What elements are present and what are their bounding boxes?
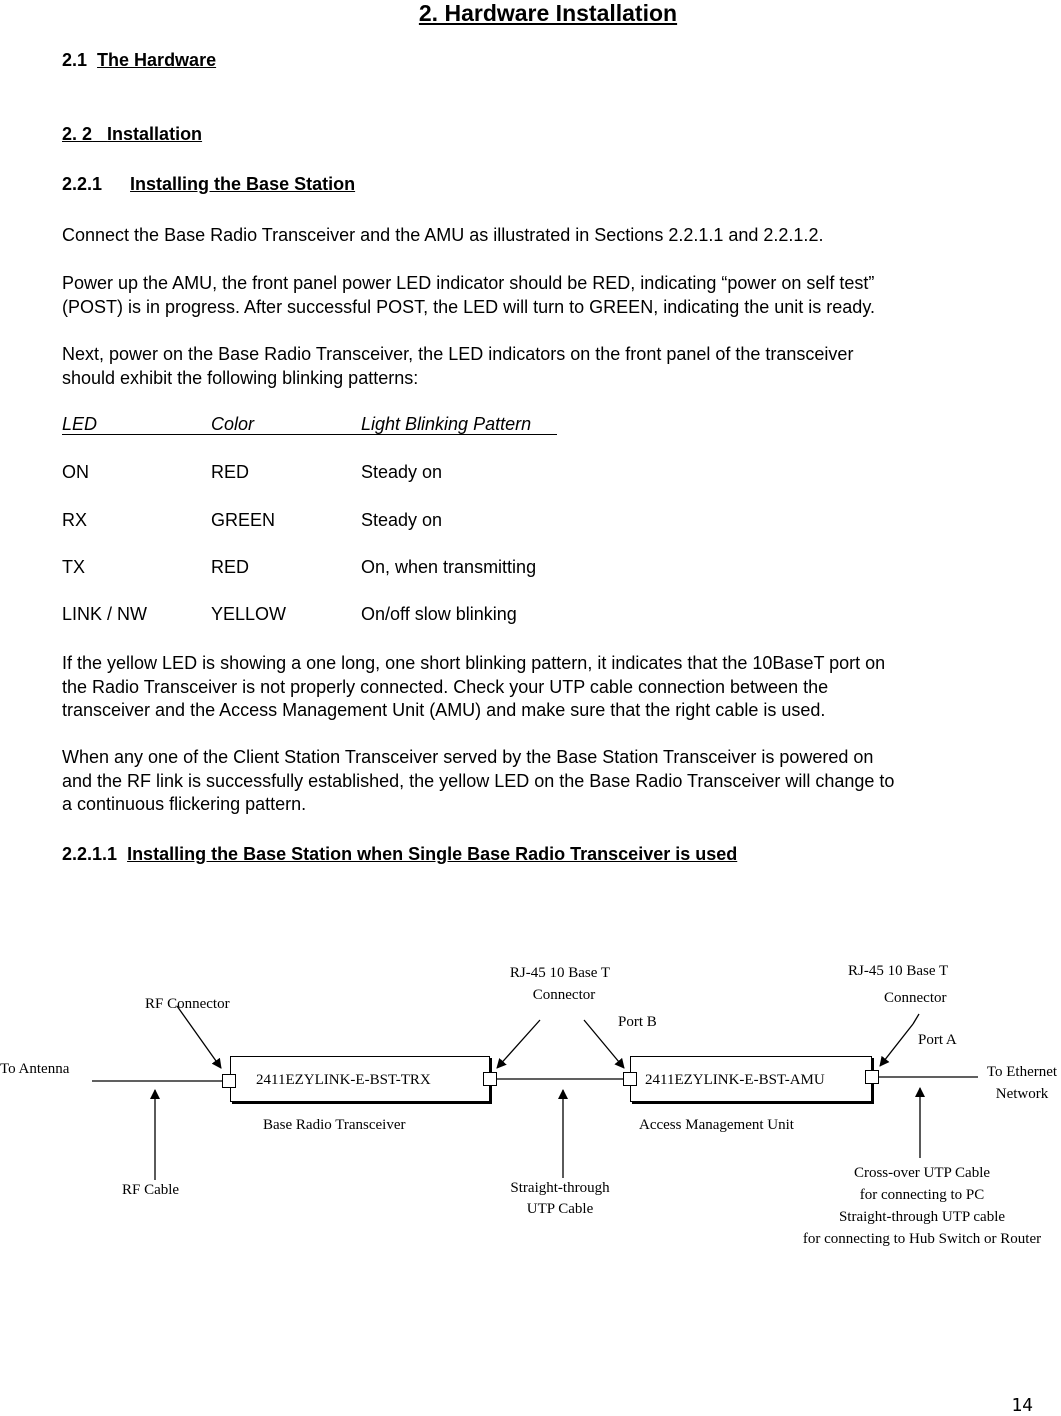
led-cell: ON [62,462,89,482]
pattern-cell: On, when transmitting [361,557,537,577]
trx-caption: Base Radio Transceiver [263,1117,406,1133]
heading-2-1-title: The Hardware [97,50,217,70]
amu-port-b [623,1072,637,1086]
led-cell: TX [62,557,86,577]
led-header: LED [62,414,98,434]
color-cell: RED [211,462,250,482]
port-a-label: Port A [918,1032,957,1048]
page-number: 14 [1011,1395,1033,1416]
heading-2-2-title: Installation [107,124,203,144]
rf-connector-arrow [177,1006,221,1068]
amu-caption: Access Management Unit [639,1117,794,1133]
page-title: 2. Hardware Installation [418,0,678,26]
color-header: Color [211,414,255,434]
amu-model-label: 2411EZYLINK-E-BST-AMU [645,1072,825,1088]
amu-port-a [865,1070,879,1084]
rf-cable-label: RF Cable [122,1182,180,1198]
color-cell: RED [211,557,250,577]
connector-a-tick [913,1014,919,1024]
rj45-a-arrow [880,1024,913,1066]
heading-2-2-1-1-title: Installing the Base Station when Single Base Radio Transceiver is used [127,844,738,864]
pattern-cell: Steady on [361,462,443,482]
trx-rj45-port [483,1072,497,1086]
rj45-a-line2: Connector [884,990,947,1006]
to-ethernet-label: To Ethernet Network [986,1064,1058,1102]
paragraph-power-up-amu: Power up the AMU, the front panel power LED indicator should be RED, indicating “power on self test” (POST) is in progress. After successful POST, the LED will turn to GREEN, indicating the unit is ready. [62,273,875,317]
color-cell: GREEN [211,510,276,530]
rf-connector-label: RF Connector [145,996,230,1012]
heading-2-2-1-1: 2.2.1.1 Installing the Base Station when Single Base Radio Transceiver is used [62,844,738,864]
paragraph-connect: Connect the Base Radio Transceiver and the AMU as illustrated in Sections 2.2.1.1 and 2.2.1.2. [62,225,824,245]
heading-2-2: 2. 2 Installation [62,124,203,144]
pattern-cell: Steady on [361,510,443,530]
to-antenna-label: To Antenna [0,1061,70,1077]
rj45-a-line1: RJ-45 10 Base T [848,963,949,979]
led-cell: RX [62,510,88,530]
paragraph-power-on-trx: Next, power on the Base Radio Transceiver, the LED indicators on the front panel of the transceiver should exhibit the following blinking patterns: [62,344,854,388]
led-cell: LINK / NW [62,604,148,624]
heading-2-2-1: 2.2.1 Installing the Base Station [62,174,356,194]
pattern-header: Light Blinking Pattern [361,414,532,434]
paragraph-client-station: When any one of the Client Station Transceiver served by the Base Station Transceiver is powered on and the RF link is successfully established, the yellow LED on the Base Radio Transceiver will change to a continuous flickering pattern. [62,747,895,814]
rf-connector-port [222,1074,236,1088]
paragraph-yellow-led: If the yellow LED is showing a one long, one short blinking pattern, it indicates that the 10BaseT port on the Radio Transceiver is not properly connected. Check your UTP cable connection between the transceiver and the Access Management Unit (AMU) and make sure that the right cable is used. [62,653,886,720]
heading-2-2-1-title: Installing the Base Station [130,174,356,194]
color-cell: YELLOW [211,604,287,624]
rj45-b-arrow [497,1020,540,1068]
port-b-label: Port B [618,1014,657,1030]
pattern-cell: On/off slow blinking [361,604,517,624]
cross-over-cable-label: Cross-over UTP Cable for connecting to PC Straight-through UTP cable for connecting to Hub Switch or Router [802,1165,1042,1247]
heading-2-1: 2.1 The Hardware [62,50,217,70]
trx-model-label: 2411EZYLINK-E-BST-TRX [256,1072,431,1088]
straight-cable-label: Straight-through UTP Cable [510,1180,610,1217]
rj45-b-label: RJ-45 10 Base T Connector [509,965,611,1003]
